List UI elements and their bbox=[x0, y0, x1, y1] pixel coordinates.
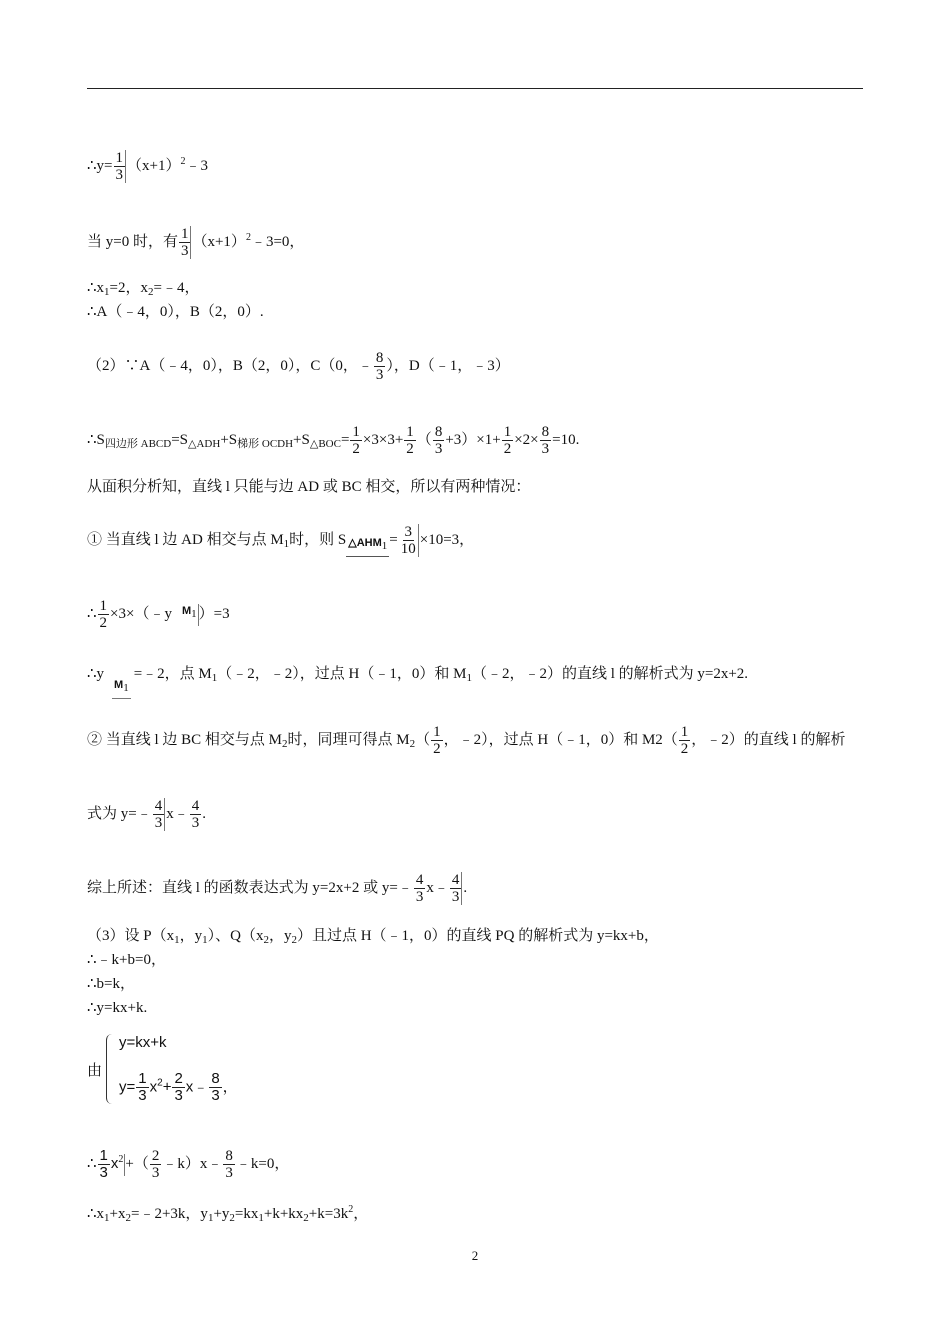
eq-line-6 bbox=[87, 424, 579, 457]
text: （x+1） bbox=[192, 233, 246, 250]
equation-system bbox=[87, 1032, 238, 1106]
text: ﹣3 bbox=[185, 157, 208, 174]
text: ∴x bbox=[87, 1206, 105, 1222]
denominator: 3 bbox=[375, 367, 384, 383]
eq-line-4 bbox=[87, 302, 264, 322]
numerator: 1 bbox=[433, 724, 441, 740]
text: （x+1） bbox=[127, 157, 181, 174]
fraction bbox=[350, 424, 362, 457]
text: ），D（﹣1，﹣3） bbox=[386, 357, 510, 374]
numerator: 2 bbox=[174, 1070, 183, 1087]
fraction bbox=[98, 1148, 110, 1181]
text: ∴ bbox=[87, 605, 97, 622]
text: ﹣k=0， bbox=[235, 1155, 290, 1172]
subscript: 1 bbox=[211, 672, 218, 684]
fraction bbox=[502, 424, 514, 457]
fraction bbox=[114, 150, 127, 183]
subscript: 1 bbox=[381, 539, 388, 552]
exponent: 2 bbox=[245, 231, 251, 243]
numerator: 8 bbox=[541, 424, 550, 440]
system-rows bbox=[119, 1034, 238, 1104]
text: 由 bbox=[87, 1062, 103, 1079]
denominator: 2 bbox=[433, 741, 441, 757]
subscript: △BOC bbox=[309, 437, 341, 450]
numerator: 4 bbox=[191, 798, 200, 814]
subscript: 2 bbox=[229, 1212, 235, 1224]
text: +S bbox=[220, 431, 238, 448]
text: ，y bbox=[179, 928, 203, 944]
text: （ bbox=[415, 731, 431, 748]
system-row-2 bbox=[119, 1071, 238, 1104]
text: ∴ bbox=[87, 1155, 97, 1172]
fraction bbox=[540, 424, 552, 457]
text: ∴S bbox=[87, 431, 105, 448]
denominator: 2 bbox=[406, 441, 414, 457]
fraction bbox=[209, 1071, 221, 1104]
fraction bbox=[98, 598, 110, 631]
exponent: 2 bbox=[180, 155, 186, 167]
text: =10. bbox=[552, 431, 580, 448]
text: （2）∵A（﹣4，0），B（2，0），C（0，﹣ bbox=[87, 357, 373, 374]
eq-line-16 bbox=[87, 974, 135, 994]
text: 时，同理可得点 M bbox=[287, 731, 410, 748]
left-brace bbox=[106, 1034, 115, 1104]
text: = bbox=[340, 431, 350, 448]
denominator: 3 bbox=[180, 243, 189, 259]
text: =kx bbox=[234, 1206, 259, 1222]
exponent: 2 bbox=[157, 1077, 163, 1089]
text: ，y bbox=[268, 928, 292, 944]
exponent: 2 bbox=[118, 1153, 124, 1165]
text: x﹣ bbox=[166, 805, 189, 822]
header-rule bbox=[87, 88, 863, 89]
subscript: 1 bbox=[104, 1212, 110, 1224]
exponent: 2 bbox=[348, 1204, 354, 1215]
denominator: 2 bbox=[352, 441, 360, 457]
text: +k=3k bbox=[308, 1206, 349, 1222]
fraction bbox=[150, 1148, 162, 1181]
text: 从面积分析知，直线 l 只能与边 AD 或 BC 相交，所以有两种情况： bbox=[87, 479, 531, 495]
label-text: M bbox=[114, 679, 124, 691]
subscript: 1 bbox=[466, 672, 472, 684]
text: ，﹣2）的直线 l 的解析 bbox=[691, 731, 846, 748]
text: ∴y=kx+k. bbox=[87, 1000, 148, 1016]
fraction bbox=[450, 872, 463, 905]
eq-line-2 bbox=[87, 226, 304, 259]
denominator: 3 bbox=[115, 167, 124, 183]
subscript: 2 bbox=[282, 737, 288, 750]
numerator: 4 bbox=[154, 798, 163, 814]
label-text: △AHM bbox=[348, 536, 382, 549]
fraction bbox=[414, 872, 426, 905]
text: ，﹣2），过点 H（﹣1，0）和 M2（ bbox=[443, 731, 678, 748]
text: （﹣2，﹣2）的直线 l 的解析式为 y=2x+2. bbox=[471, 666, 749, 682]
subscript: 2 bbox=[409, 737, 416, 750]
eq-line-11 bbox=[87, 724, 845, 757]
text: ① 当直线 l 边 AD 相交与点 M bbox=[87, 531, 284, 548]
text: 综上所述：直线 l 的函数表达式为 y=2x+2 或 y=﹣ bbox=[87, 879, 413, 896]
denominator: 3 bbox=[174, 1087, 183, 1104]
numerator: 3 bbox=[404, 524, 412, 540]
text: ∴﹣k+b=0， bbox=[87, 952, 166, 968]
text: x bbox=[149, 1078, 158, 1096]
text: 式为 y=﹣ bbox=[87, 805, 152, 822]
subscript: 2 bbox=[303, 1212, 309, 1224]
text: +y bbox=[213, 1206, 230, 1222]
text: =﹣4， bbox=[153, 280, 200, 296]
text: ×2× bbox=[514, 431, 539, 448]
text: ×3×（﹣y bbox=[110, 605, 172, 622]
eq-line-18 bbox=[87, 1148, 289, 1181]
text: ∴A（﹣4，0），B（2，0）. bbox=[87, 304, 264, 320]
fraction bbox=[433, 424, 445, 457]
text: ∴b=k， bbox=[87, 976, 136, 992]
denominator: 3 bbox=[434, 441, 443, 457]
denominator: 3 bbox=[225, 1165, 233, 1181]
subscript: 1 bbox=[191, 607, 197, 620]
text: + bbox=[162, 1078, 172, 1096]
subscript: 1 bbox=[104, 286, 110, 298]
fraction bbox=[153, 798, 166, 831]
subscript: 2 bbox=[148, 286, 154, 298]
text: ﹣k）x﹣ bbox=[162, 1155, 223, 1172]
fraction bbox=[172, 1071, 184, 1104]
numerator: 8 bbox=[211, 1070, 220, 1087]
fraction bbox=[223, 1148, 235, 1181]
text: ∴y bbox=[87, 666, 105, 682]
subscript: 1 bbox=[207, 1212, 214, 1224]
text: +3）×1+ bbox=[445, 431, 501, 448]
subscript: 1 bbox=[258, 1212, 264, 1224]
text: ）、Q（x bbox=[207, 928, 264, 944]
point-label bbox=[112, 674, 131, 699]
eq-line-3 bbox=[87, 278, 199, 302]
eq-line-12 bbox=[87, 798, 206, 831]
fraction bbox=[399, 524, 419, 557]
eq-line-10 bbox=[87, 664, 748, 699]
text: y= bbox=[119, 1078, 136, 1096]
text: =2，x bbox=[109, 280, 149, 296]
subscript: 1 bbox=[174, 934, 180, 946]
eq-line-13 bbox=[87, 872, 467, 905]
fraction bbox=[679, 724, 691, 757]
text: ② 当直线 l 边 BC 相交与点 M bbox=[87, 731, 283, 748]
subscript: 梯形 OCDH bbox=[237, 437, 294, 450]
area-label bbox=[346, 532, 389, 557]
text: （3）设 P（x bbox=[87, 928, 175, 944]
numerator: 1 bbox=[352, 424, 360, 440]
text: =﹣2+3k，y bbox=[131, 1206, 208, 1222]
text: ∴x bbox=[87, 280, 105, 296]
text: x bbox=[110, 1154, 119, 1172]
numerator: 1 bbox=[680, 724, 689, 740]
numerator: 4 bbox=[415, 872, 424, 888]
eq-line-15 bbox=[87, 950, 166, 970]
text: 时，则 S bbox=[289, 531, 347, 548]
subscript: △ADH bbox=[188, 437, 221, 450]
denominator: 3 bbox=[415, 889, 424, 905]
eq-line-17 bbox=[87, 998, 147, 1018]
text: +k+kx bbox=[263, 1206, 304, 1222]
text: +（ bbox=[125, 1155, 149, 1172]
eq-line-9 bbox=[87, 598, 230, 631]
numerator: 1 bbox=[115, 150, 124, 166]
numerator: 1 bbox=[99, 598, 108, 614]
text: x﹣ bbox=[185, 1078, 209, 1096]
denominator: 3 bbox=[154, 815, 163, 831]
numerator: 8 bbox=[434, 424, 443, 440]
numerator: 8 bbox=[225, 1148, 233, 1164]
denominator: 3 bbox=[151, 1165, 160, 1181]
eq-line-14 bbox=[87, 926, 659, 950]
text: ， bbox=[222, 1078, 238, 1096]
subscript: 2 bbox=[125, 1212, 132, 1224]
subscript: 1 bbox=[283, 537, 290, 550]
fraction bbox=[190, 798, 202, 831]
text: ×3×3+ bbox=[362, 431, 404, 448]
text: +x bbox=[109, 1206, 126, 1222]
fraction bbox=[374, 350, 386, 383]
eq-line-1 bbox=[87, 150, 208, 183]
text: ）=3 bbox=[198, 605, 230, 622]
page-number: 2 bbox=[471, 1248, 479, 1263]
text: +S bbox=[293, 431, 310, 448]
numerator: 1 bbox=[99, 1147, 108, 1164]
eq-line-5 bbox=[87, 350, 510, 383]
text: =S bbox=[171, 431, 189, 448]
text: = bbox=[389, 531, 398, 548]
denominator: 10 bbox=[400, 541, 416, 557]
numerator: 4 bbox=[451, 872, 460, 888]
text: ∴y= bbox=[87, 157, 113, 174]
subscript: 2 bbox=[263, 934, 269, 946]
eq-line-7 bbox=[87, 477, 530, 497]
point-label bbox=[182, 600, 197, 624]
denominator: 3 bbox=[541, 441, 550, 457]
text: 当 y=0 时，有 bbox=[87, 233, 178, 250]
text: =﹣2，点 M bbox=[133, 666, 212, 682]
text: （﹣2，﹣2），过点 H（﹣1，0）和 M bbox=[217, 666, 467, 682]
denominator: 3 bbox=[191, 815, 200, 831]
text: ， bbox=[353, 1206, 369, 1222]
denominator: 3 bbox=[99, 1164, 108, 1181]
eq-line-19 bbox=[87, 1200, 368, 1228]
denominator: 2 bbox=[680, 741, 689, 757]
numerator: 1 bbox=[503, 424, 512, 440]
numerator: 1 bbox=[180, 226, 189, 242]
subscript: 1 bbox=[123, 682, 129, 694]
numerator: 8 bbox=[375, 350, 384, 366]
fraction bbox=[136, 1071, 148, 1104]
numerator: 2 bbox=[151, 1148, 160, 1164]
denominator: 2 bbox=[503, 441, 512, 457]
text: ×10=3， bbox=[419, 531, 475, 548]
fraction bbox=[404, 424, 416, 457]
numerator: 1 bbox=[138, 1070, 147, 1087]
fraction bbox=[431, 724, 443, 757]
subscript: 四边形 ABCD bbox=[104, 437, 172, 450]
text: . bbox=[202, 805, 206, 822]
denominator: 3 bbox=[211, 1087, 220, 1104]
text: （ bbox=[416, 431, 432, 448]
text: x﹣ bbox=[426, 879, 449, 896]
denominator: 3 bbox=[138, 1087, 147, 1104]
text: . bbox=[463, 879, 468, 896]
denominator: 2 bbox=[99, 615, 108, 631]
denominator: 3 bbox=[451, 889, 460, 905]
eq-line-8 bbox=[87, 524, 474, 557]
text: ﹣3=0， bbox=[250, 233, 305, 250]
subscript: 2 bbox=[291, 934, 297, 946]
numerator: 1 bbox=[406, 424, 414, 440]
fraction bbox=[179, 226, 192, 259]
system-row-1: y=kx+k bbox=[119, 1034, 167, 1051]
text: ）且过点 H（﹣1，0）的直线 PQ 的解析式为 y=kx+b， bbox=[296, 928, 659, 944]
label-text: M bbox=[181, 604, 192, 617]
subscript: 1 bbox=[202, 934, 208, 946]
